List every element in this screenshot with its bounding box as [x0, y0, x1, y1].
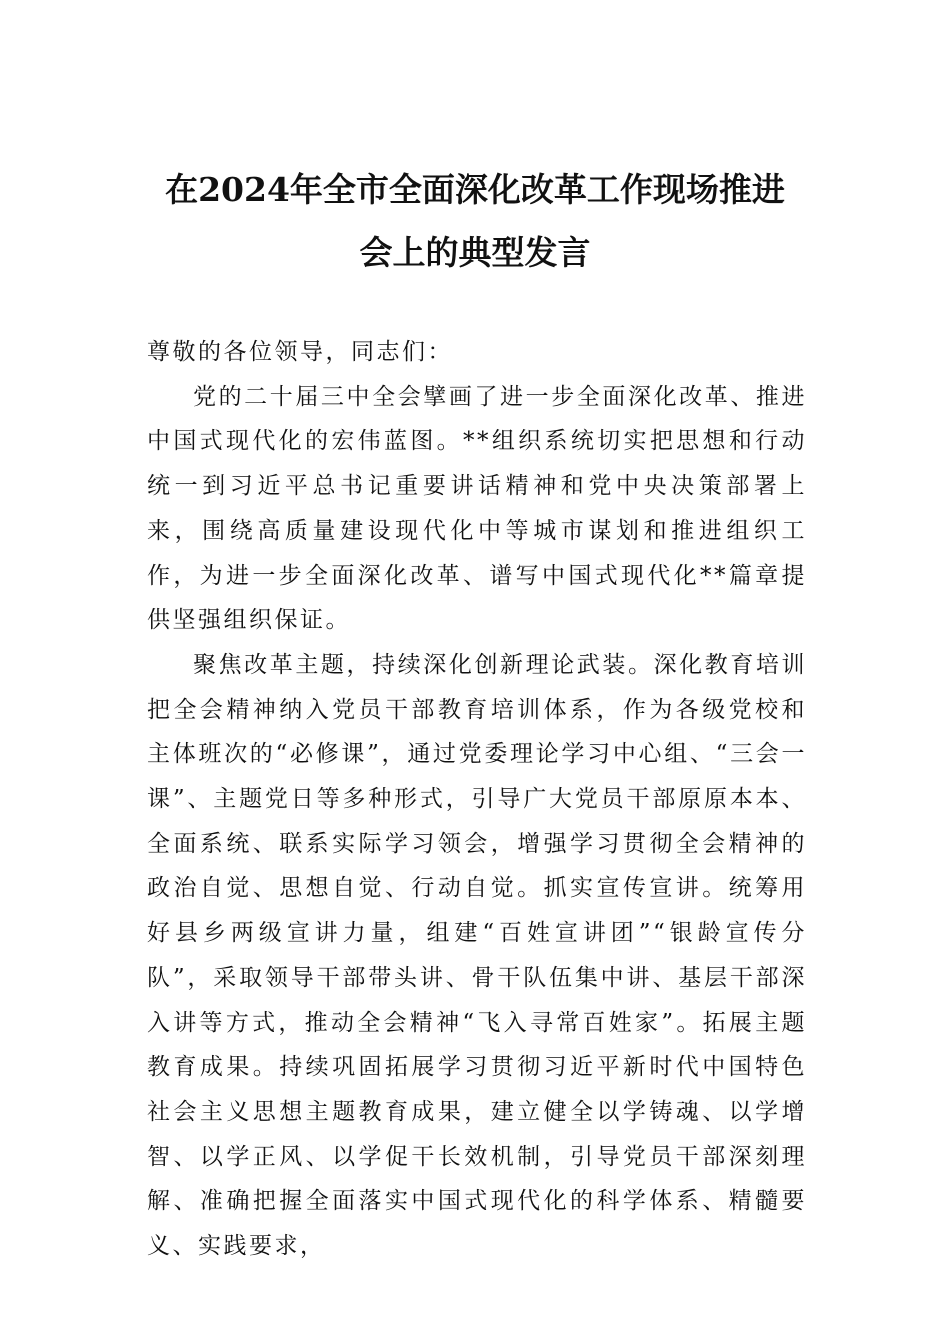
title-line-1: 在2024年全市全面深化改革工作现场推进	[165, 170, 785, 209]
document-body	[147, 330, 807, 1269]
title-line-2: 会上的典型发言	[359, 233, 591, 272]
salutation: 尊敬的各位领导，同志们：	[147, 339, 453, 365]
document-title	[140, 158, 810, 284]
paragraph-theory: 聚焦改革主题，持续深化创新理论武装。深化教育培训把全会精神纳入党员干部教育培训体系，作为各级党校和主体班次的“必修课”，通过党委理论学习中心组、“三会一课”、主题党日等多种形式，引导广大党员干部原原本本、全面系统、联系实际学习领会，增强学习贯彻全会精神的政治自觉、思想自觉、行动自觉。抓实宣传宣讲。统筹用好县乡两级宣讲力量，组建“百姓宣讲团”“银龄宣传分队”，采取领导干部带头讲、骨干队伍集中讲、基层干部深入讲等方式，推动全会精神“飞入寻常百姓家”。拓展主题教育成果。持续巩固拓展学习贯彻习近平新时代中国特色社会主义思想主题教育成果，建立健全以学铸魂、以学增智、以学正风、以学促干长效机制，引导党员干部深刻理解、准确把握全面落实中国式现代化的科学体系、精髓要义、实践要求，	[147, 651, 807, 1260]
paragraph-intro: 党的二十届三中全会擘画了进一步全面深化改革、推进中国式现代化的宏伟蓝图。**组织系统切实把思想和行动统一到习近平总书记重要讲话精神和党中央决策部署上来，围绕高质量建设现代化中等城市谋划和推进组织工作，为进一步全面深化改革、谱写中国式现代化**篇章提供坚强组织保证。	[147, 383, 807, 634]
